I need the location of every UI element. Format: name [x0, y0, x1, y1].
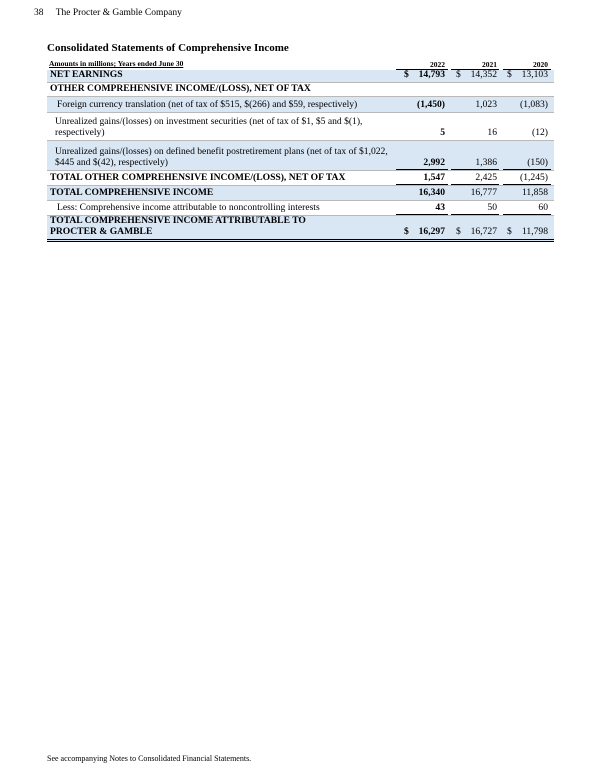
- table-row-total-comprehensive-income: [47, 186, 554, 201]
- value-2022: (1,450): [417, 99, 445, 110]
- row-label-line1: Unrealized gains/(losses) on investment securities (net of tax of $1, $5 and $(1),: [55, 116, 363, 127]
- value-2020: 11,798: [521, 226, 548, 237]
- table-row-total-oci: [47, 171, 554, 186]
- table-row-net-earnings: [47, 70, 554, 83]
- value-2021: 2,425: [475, 172, 497, 183]
- value-2020: 13,103: [521, 69, 548, 80]
- table-row-foreign-currency: [47, 97, 554, 113]
- row-label-line1: Unrealized gains/(losses) on defined benefit postretirement plans (net of tax of $1,022,: [55, 146, 388, 157]
- year-2020-header: 2020: [533, 60, 548, 69]
- dollar-sign: $: [456, 226, 461, 237]
- row-label: Foreign currency translation (net of tax of $515, $(266) and $59, respectively): [57, 99, 358, 110]
- row-label: OTHER COMPREHENSIVE INCOME/(LOSS), NET OF TAX: [50, 83, 311, 94]
- year-2022-header: 2022: [430, 60, 445, 69]
- row-label: [55, 116, 362, 138]
- page-header: [34, 8, 182, 18]
- footer-note: See accompanying Notes to Consolidated Financial Statements.: [47, 754, 252, 763]
- statement-title: Consolidated Statements of Comprehensive Income: [47, 42, 289, 54]
- row-label: TOTAL OTHER COMPREHENSIVE INCOME/(LOSS), NET OF TAX: [50, 172, 346, 183]
- table-row-oci-heading: [47, 83, 554, 97]
- value-2021: 16,777: [470, 187, 497, 198]
- value-2021: 16: [487, 127, 497, 138]
- value-2020: (150): [527, 157, 548, 168]
- comprehensive-income-table: [47, 58, 554, 242]
- dollar-sign: $: [507, 69, 512, 80]
- value-2020: (1,245): [520, 172, 548, 183]
- value-2021: 1,023: [475, 99, 497, 110]
- row-label: [50, 215, 306, 237]
- table-row-total-attributable-pg: [47, 216, 554, 242]
- row-label-line2: $445 and $(42), respectively): [55, 157, 168, 168]
- table-row-noncontrolling-interests: [47, 201, 554, 216]
- page-number: 38: [34, 8, 44, 18]
- value-2020: 60: [538, 202, 548, 213]
- row-label: TOTAL COMPREHENSIVE INCOME: [50, 187, 214, 198]
- value-2022: 2,992: [423, 157, 445, 168]
- row-label-line2: respectively): [55, 127, 105, 138]
- row-label-line1: TOTAL COMPREHENSIVE INCOME ATTRIBUTABLE TO: [50, 215, 306, 226]
- dollar-sign: $: [404, 226, 409, 237]
- table-row-investment-securities: [47, 113, 554, 141]
- row-label: Less: Comprehensive income attributable to noncontrolling interests: [57, 202, 320, 213]
- value-2022: 43: [435, 202, 445, 213]
- dollar-sign: $: [507, 226, 512, 237]
- row-label: [55, 146, 388, 168]
- value-2022: 5: [440, 127, 445, 138]
- dollar-sign: $: [456, 69, 461, 80]
- value-2020: (12): [532, 127, 548, 138]
- year-2021-header: 2021: [482, 60, 497, 69]
- value-2021: 50: [487, 202, 497, 213]
- value-2022: 1,547: [423, 172, 445, 183]
- value-2022: 16,297: [418, 226, 445, 237]
- table-row-defined-benefit: [47, 141, 554, 171]
- table-header-label: Amounts in millions; Years ended June 30: [49, 59, 184, 68]
- value-2020: (1,083): [520, 99, 548, 110]
- company-name: The Procter & Gamble Company: [55, 8, 182, 18]
- value-2021: 16,727: [470, 226, 497, 237]
- dollar-sign: $: [404, 69, 409, 80]
- row-label-line2: PROCTER & GAMBLE: [50, 226, 153, 237]
- value-2022: 16,340: [418, 187, 445, 198]
- value-2022: 14,793: [418, 69, 445, 80]
- row-label: NET EARNINGS: [50, 69, 123, 80]
- value-2020: 11,858: [521, 187, 548, 198]
- value-2021: 14,352: [470, 69, 497, 80]
- value-2021: 1,386: [475, 157, 497, 168]
